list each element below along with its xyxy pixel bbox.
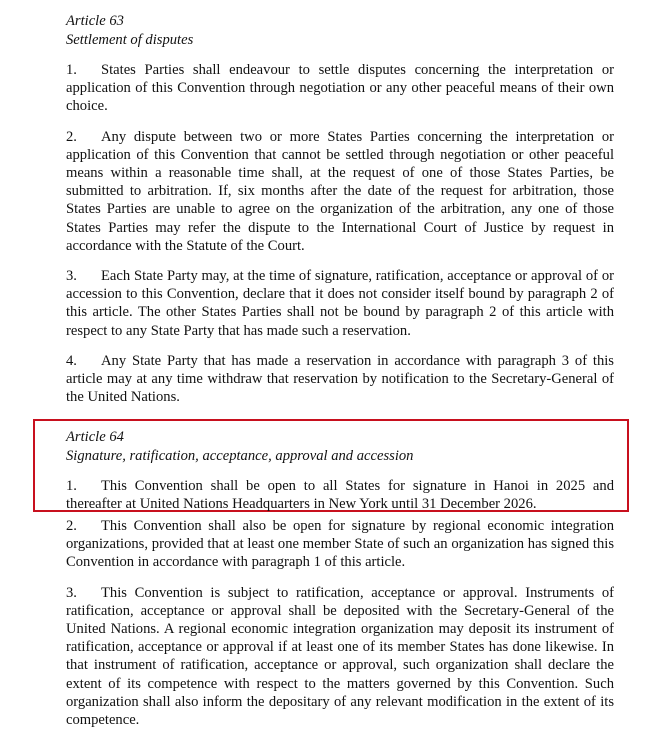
paragraph-number: 3. <box>66 268 77 285</box>
article-63-paragraph-1 <box>66 61 614 116</box>
article-64-paragraph-1 <box>66 477 614 513</box>
paragraph-number: 2. <box>66 128 77 145</box>
article-63-section <box>66 12 614 406</box>
paragraph-text: Any State Party that has made a reservation in accordance with paragraph 3 of this article may at any time withdraw that reservation by notification to the Secretary-General of the United Nations. <box>66 352 614 406</box>
paragraph-number: 2. <box>66 518 77 534</box>
article-63-title: Settlement of disputes <box>66 32 194 48</box>
paragraph-text: This Convention shall also be open for signature by regional economic integration organizations, provided that at least one member State of such an organization has signed this Convention in accordance with paragraph 1 of this article. <box>66 518 614 571</box>
paragraph-text: This Convention is subject to ratification, acceptance or approval. Instruments of ratification, acceptance or approval shall be deposited with the Secretary-General of the United Nations. A regional economic integration organization may deposit its instrument of ratification, acceptance or approval if at least one of its member States has done likewise. In that instrument of ratification, acceptance or approval, such organization shall declare the extent of its competence with respect to the matters governed by this Convention. Such organization shall also inform the depositary of any relevant modification in the extent of its competence. <box>66 584 614 729</box>
paragraph-text: Each State Party may, at the time of signature, ratification, acceptance or approval of or accession to this Convention, declare that it does not consider itself bound by paragraph 2 of this article. The other States Parties shall not be bound by paragraph 2 of this article with respect to any State Party that has made such a reservation. <box>66 268 614 339</box>
paragraph-text: States Parties shall endeavour to settle disputes concerning the interpretation or application of this Convention through negotiation or any other peaceful means of their own choice. <box>66 62 614 115</box>
article-64-continued <box>66 517 614 729</box>
article-64-number: Article 64 <box>66 429 124 445</box>
article-63-number: Article 63 <box>66 13 124 29</box>
article-64-paragraph-3 <box>66 584 614 730</box>
article-64-paragraph-2 <box>66 517 614 572</box>
paragraph-number: 3. <box>66 584 77 601</box>
article-64-title: Signature, ratification, acceptance, approval and accession <box>66 448 414 464</box>
paragraph-text: Any dispute between two or more States Parties concerning the interpretation or application of this Convention that cannot be settled through negotiation or other peaceful means within a reasonable time shall, at the request of one of those States Parties, be submitted to arbitration. If, six months after the date of the request for arbitration, those States Parties are unable to agree on the organization of the arbitration, any one of those States Parties may refer the dispute to the International Court of Justice by request in accordance with the Statute of the Court. <box>66 128 614 254</box>
paragraph-number: 1. <box>66 478 77 494</box>
article-64-section <box>66 428 614 513</box>
paragraph-number: 4. <box>66 352 77 369</box>
article-63-paragraph-2 <box>66 128 614 255</box>
paragraph-number: 1. <box>66 62 77 78</box>
article-63-paragraph-4 <box>66 352 614 407</box>
paragraph-text: This Convention shall be open to all States for signature in Hanoi in 2025 and thereafter at United Nations Headquarters in New York until 31 December 2026. <box>66 478 614 513</box>
article-63-paragraph-3 <box>66 267 614 340</box>
